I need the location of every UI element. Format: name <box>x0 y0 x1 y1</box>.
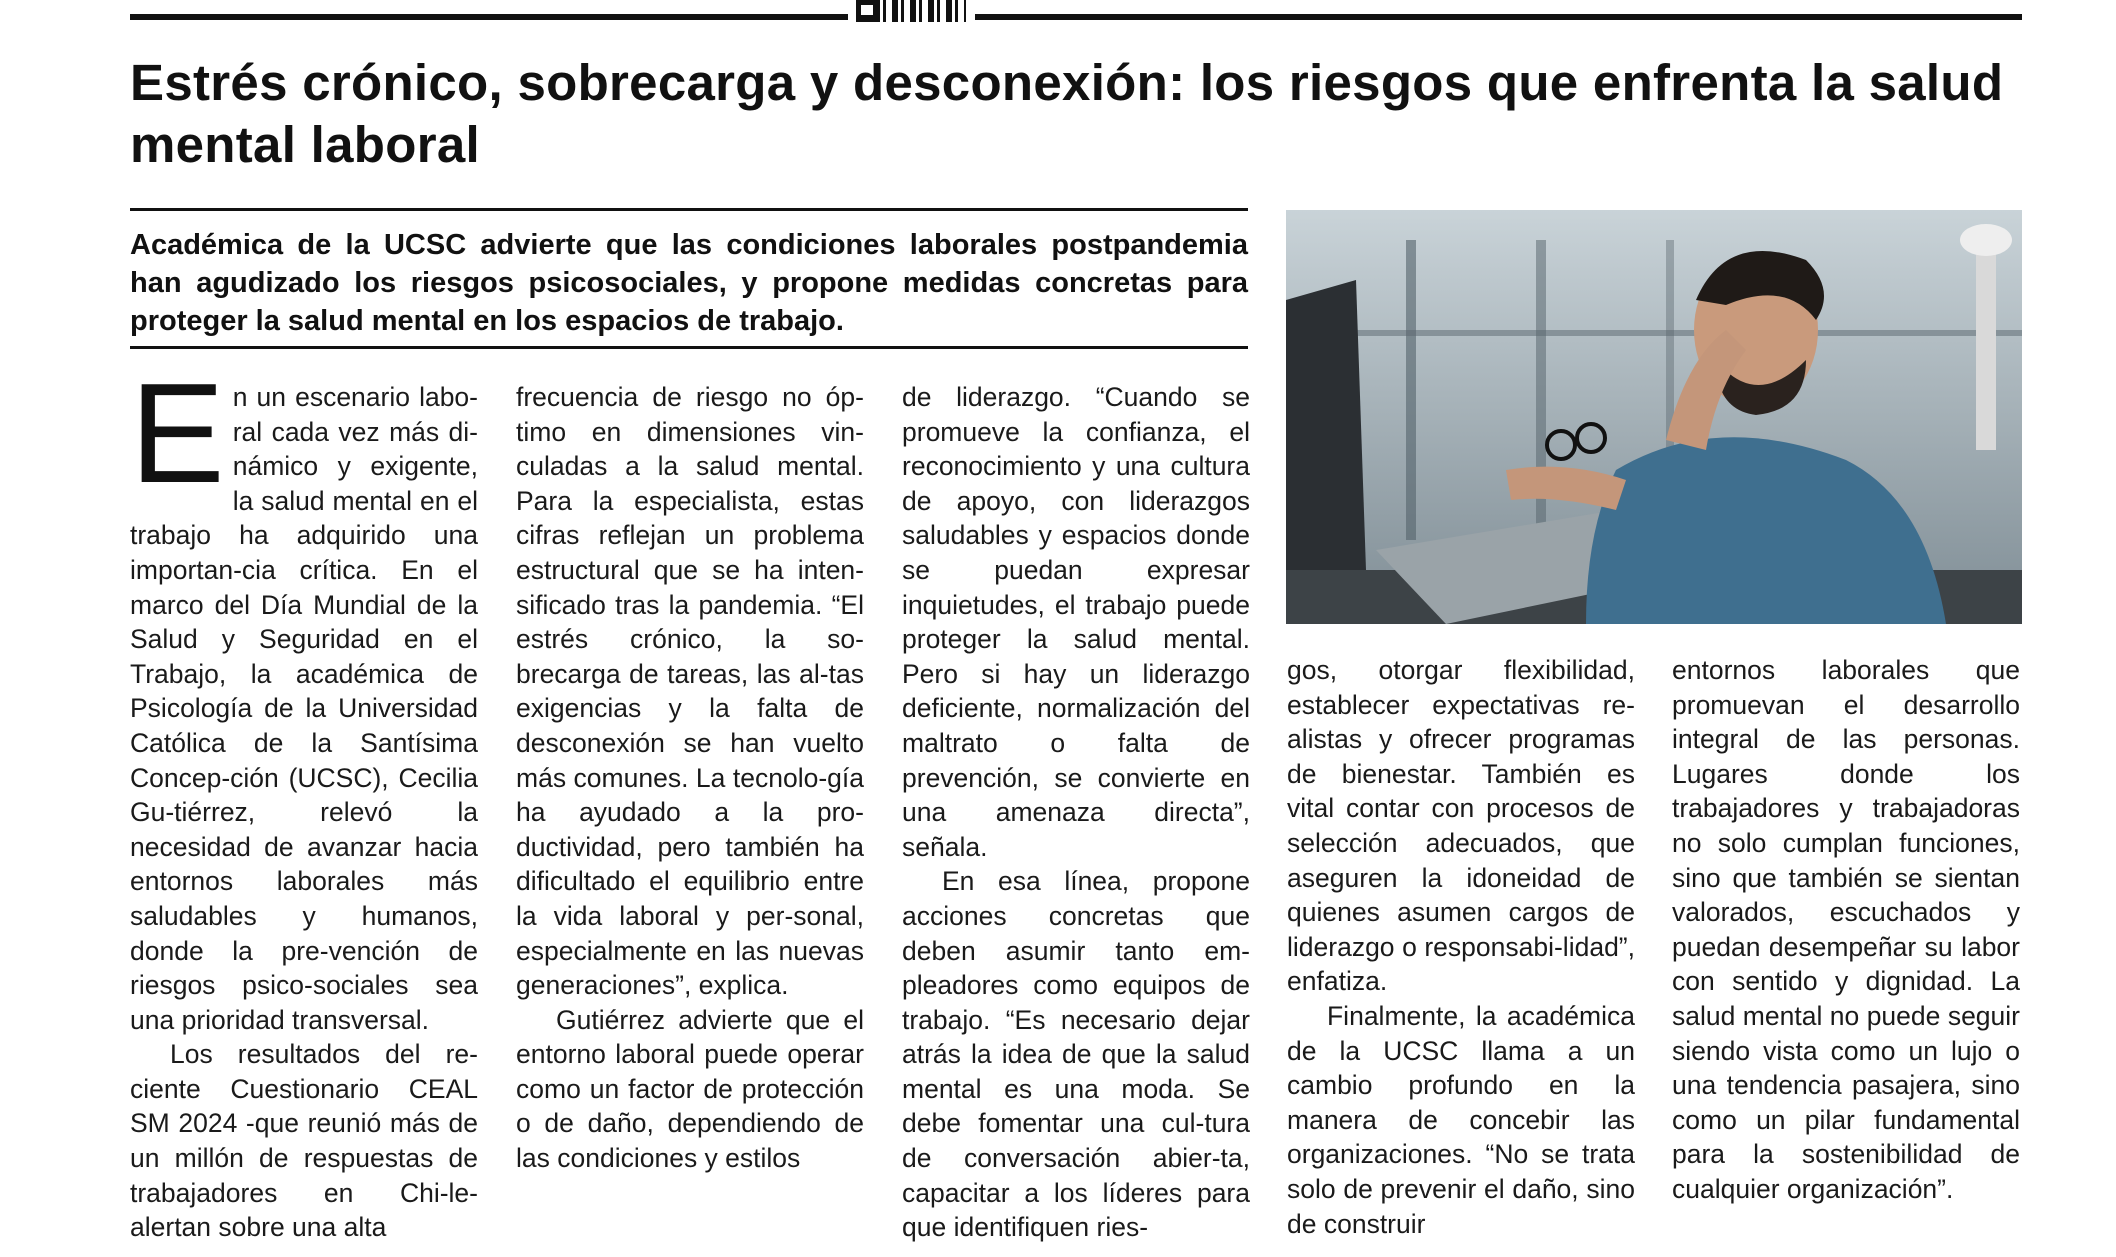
paragraph: En esa línea, propone acciones concretas que deben asumir tanto em-pleadores como equipos de trabajo. “Es necesario dejar atrás la idea de que la salud mental es una moda. Se debe fomentar una cul-tura de conversación abier-ta, capacitar a los líderes para que identifiquen ries- <box>902 866 1250 1243</box>
top-rule-left <box>130 14 848 20</box>
paragraph: entornos laborales que promuevan el desarrollo integral de las personas. Lugares donde los trabajadores y trabajadoras no solo cumplan funciones, sino que también se sientan valorados, escuchados y puedan desempeñar su labor con sentido y dignidad. La salud mental no puede seguir siendo vista como un lujo o una tendencia pasajera, sino como un pilar fundamental para la sostenibilidad de cualquier organización”. <box>1672 655 2020 1204</box>
paragraph: gos, otorgar flexibilidad, establecer expectativas re-alistas y ofrecer programas de bienestar. También es vital contar con procesos de selección adecuados, que aseguren la idoneidad de quienes asumen cargos de liderazgo o responsabi-lidad”, enfatiza. <box>1287 655 1635 997</box>
paragraph: de liderazgo. “Cuando se promueve la confianza, el reconocimiento y una cultura de apoyo, con liderazgos saludables y espacios donde se puedan expresar inquietudes, el trabajo puede proteger la salud mental. Pero si hay un liderazgo deficiente, normalización del maltrato o falta de prevención, se convierte en una amenaza directa”, señala. <box>902 382 1250 862</box>
article-column-2 <box>516 380 864 1176</box>
lead-rule-top <box>130 208 1248 211</box>
lead-rule-bottom <box>130 346 1248 349</box>
top-rule-right <box>975 14 2022 20</box>
drop-cap: E <box>130 354 225 513</box>
article-photo <box>1286 210 2022 624</box>
paragraph: frecuencia de riesgo no óp-timo en dimensiones vin-culadas a la salud mental. Para la especialista, estas cifras reflejan un problema estructural que se ha inten-sificado tras la pandemia. “El estrés crónico, la so-brecarga de tareas, las al-tas exigencias y la falta de desconexión se han vuelto más comunes. La tecnolo-gía ha ayudado a la pro-ductividad, pero también ha dificultado el equilibrio entre la vida laboral y per-sonal, especialmente en las nuevas generaciones”, explica. <box>516 382 864 1001</box>
paragraph: Finalmente, la académica de la UCSC llama a un cambio profundo en la manera de concebir las organizaciones. “No se trata solo de prevenir el daño, sino de construir <box>1287 1000 1635 1239</box>
paragraph: Gutiérrez advierte que el entorno laboral puede operar como un factor de protección o de daño, dependiendo de las condiciones y estilos <box>516 1004 864 1174</box>
article-column-5 <box>1672 653 2020 1207</box>
article-column-1 <box>130 354 478 1245</box>
article-headline: Estrés crónico, sobrecarga y desconexión: los riesgos que enfrenta la salud mental laboral <box>130 54 2004 173</box>
article-column-3 <box>902 380 1250 1245</box>
paragraph: Los resultados del re-ciente Cuestionario CEAL SM 2024 -que reunió más de un millón de respuestas de trabajadores en Chi-le- alertan sobre una alta <box>130 1039 478 1243</box>
paragraph: n un escenario labo-ral cada vez más di-námico y exigente, la salud mental en el trabajo ha adquirido una importan-cia crítica. En el marco del Día Mundial de la Salud y Seguridad en el Trabajo, la académica de Psicología de la Universidad Católica de la Santísima Concep-ción (UCSC), Cecilia Gu-tiérrez, relevó la necesidad de avanzar hacia entornos laborales más saludables y humanos, donde la pre-vención de riesgos psico-sociales sea una prioridad transversal. <box>130 382 478 1035</box>
article-column-4 <box>1287 653 1635 1241</box>
qr-code-icon <box>856 0 966 22</box>
stressed-worker-illustration <box>1286 210 2022 624</box>
article-lead: Académica de la UCSC advierte que las condiciones laborales postpandemia han agudizado los riesgos psicosociales, y propone medidas concretas para proteger la salud mental en los espacios de trabajo. <box>130 229 1248 337</box>
